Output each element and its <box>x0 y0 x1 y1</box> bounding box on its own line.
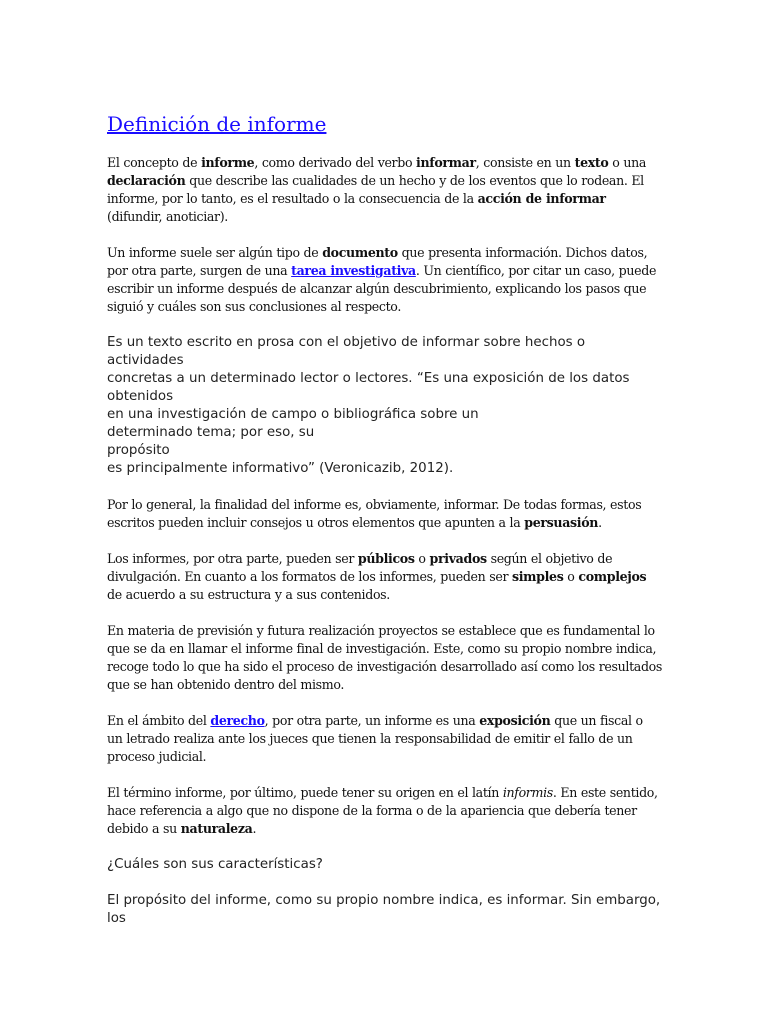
quote-line: en una investigación de campo o bibliográfica sobre un <box>107 407 479 422</box>
link-derecho[interactable]: derecho <box>210 713 265 728</box>
paragraph-informe-final <box>107 622 662 694</box>
document-title[interactable]: Definición de informe <box>107 112 327 136</box>
bold-term: complejos <box>578 569 647 584</box>
text-run: o una <box>608 155 647 170</box>
text-run: En materia de previsión y futura realización proyectos se establece que es fundamental lo que se da en llamar el informe final de investigación. Este, como su propio nombre indica, recoge todo lo que ha sido el proceso de investigación desarrollado así como los resultados que se han obtenido dentro del mismo. <box>107 623 663 692</box>
link-tarea-investigativa[interactable]: tarea investigativa <box>291 263 416 278</box>
bold-term: texto <box>574 155 609 170</box>
text-run: Los informes, por otra parte, pueden ser <box>107 551 358 566</box>
text-run: . <box>598 515 602 530</box>
text-run: que describe las cualidades de un hecho y de los eventos que lo rodean. El informe, por lo tanto, es el resultado o la consecuencia de la <box>107 173 644 206</box>
bold-term: informe <box>201 155 255 170</box>
bold-term: informar <box>416 155 476 170</box>
quote-line: es principalmente informativo” (Veronicazib, 2012). <box>107 461 454 476</box>
paragraph-tipos <box>107 550 662 604</box>
document-body <box>107 110 662 946</box>
paragraph-derecho <box>107 712 662 766</box>
text-run: El concepto de <box>107 155 202 170</box>
text-run: o <box>563 569 579 584</box>
quote-line: Es un texto escrito en prosa con el objetivo de informar sobre hechos o <box>107 335 586 350</box>
quote-block <box>107 334 662 478</box>
paragraph-finalidad <box>107 496 662 532</box>
paragraph-proposito: El propósito del informe, como su propio nombre indica, es informar. Sin embargo, los <box>107 893 661 926</box>
quote-line: concretas a un determinado lector o lectores. “Es una exposición de los datos <box>107 371 630 386</box>
bold-term: privados <box>429 551 487 566</box>
text-run: . Un científico, por citar un caso, puede escribir un informe después de alcanzar algún descubrimiento, explicando los pasos que siguió y cuáles son sus conclusiones al respecto. <box>107 263 657 314</box>
text-run: Un informe suele ser algún tipo de <box>107 245 323 260</box>
bold-term: acción de informar <box>477 191 606 206</box>
text-run: o <box>414 551 430 566</box>
text-run: . <box>252 821 257 836</box>
text-run: . En este sentido, hace referencia a algo que no dispone de la forma o de la apariencia que debería tener debido a su <box>107 785 658 836</box>
text-run: de acuerdo a su estructura y a sus contenidos. <box>107 587 390 602</box>
quote-line: obtenidos <box>107 389 174 404</box>
text-run: , consiste en un <box>475 155 575 170</box>
bold-term: persuasión <box>524 515 599 530</box>
text-run: Por lo general, la finalidad del informe es, obviamente, informar. De todas formas, estos escritos pueden incluir consejos u otros elementos que apunten a la <box>107 497 642 530</box>
bold-term: naturaleza <box>180 821 253 836</box>
quote-line: actividades <box>107 353 184 368</box>
quote-line: propósito <box>107 443 170 458</box>
bold-term: documento <box>322 245 398 260</box>
text-run: , por otra parte, un informe es una <box>264 713 480 728</box>
text-run: (difundir, anoticiar). <box>107 209 228 224</box>
text-run: , como derivado del verbo <box>254 155 417 170</box>
paragraph-definition <box>107 154 662 226</box>
bold-term: exposición <box>479 713 551 728</box>
text-run: El término informe, por último, puede tener su origen en el latín <box>107 785 503 800</box>
section-question: ¿Cuáles son sus características? <box>107 857 323 872</box>
text-run: que un fiscal o un letrado realiza ante los jueces que tienen la responsabilidad de emitir el fallo de un proceso judicial. <box>107 713 643 764</box>
bold-term: públicos <box>357 551 415 566</box>
text-run: que presenta información. Dichos datos, por otra parte, surgen de una <box>107 245 648 278</box>
bold-term: declaración <box>107 173 186 188</box>
text-run: En el ámbito del <box>107 713 211 728</box>
italic-term: informis <box>502 785 553 800</box>
paragraph-origen <box>107 784 662 838</box>
quote-line: determinado tema; por eso, su <box>107 425 315 440</box>
bold-term: simples <box>512 569 564 584</box>
text-run: según el objetivo de divulgación. En cuanto a los formatos de los informes, pueden ser <box>107 551 613 584</box>
paragraph-document <box>107 244 662 316</box>
